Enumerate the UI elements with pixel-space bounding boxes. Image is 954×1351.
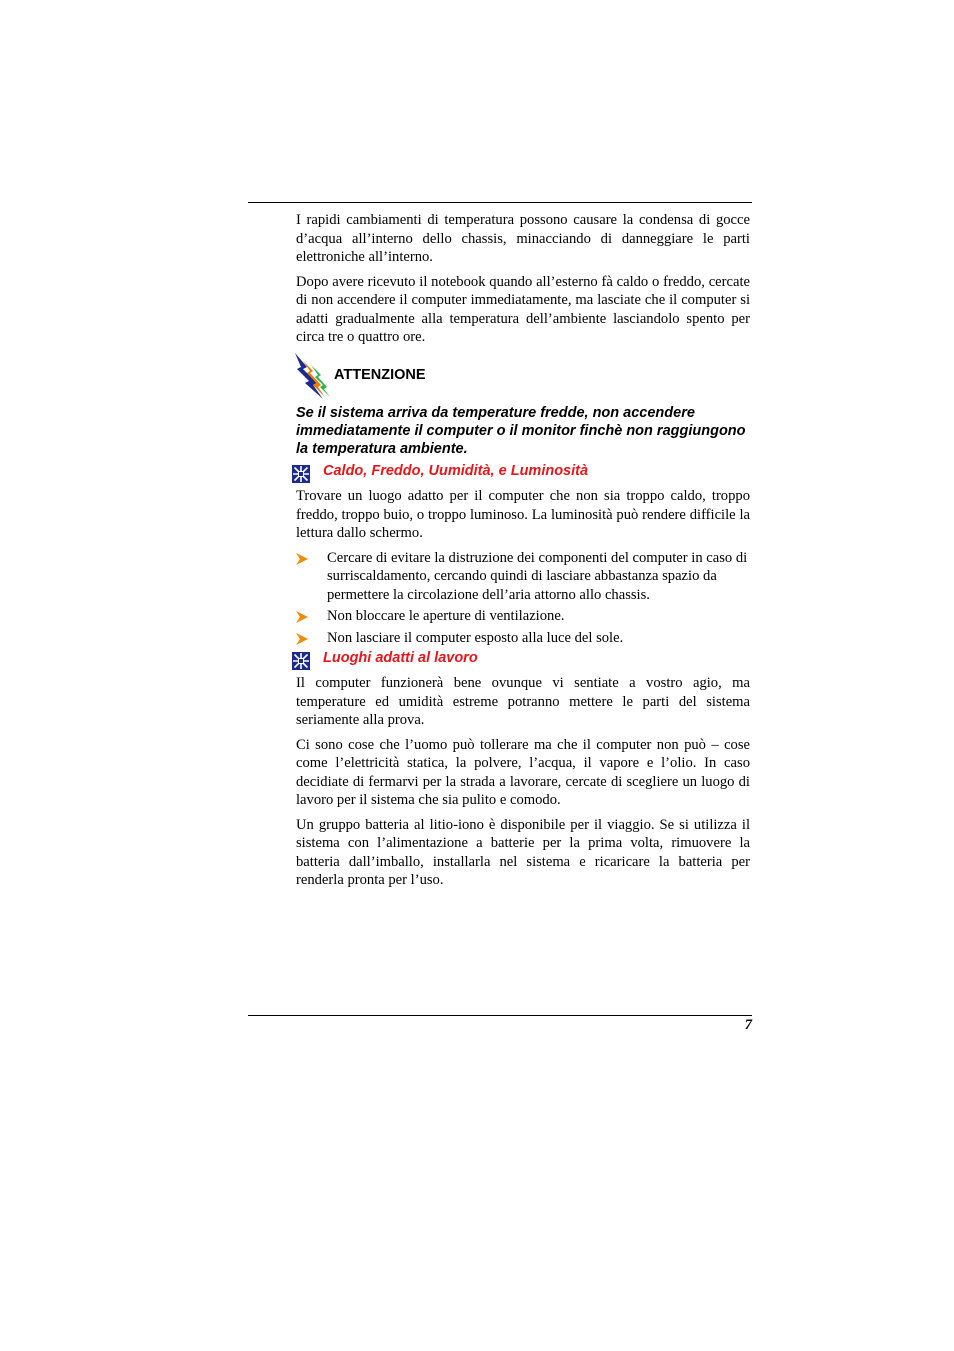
- bullet-text: Non bloccare le aperture di ventilazione.: [327, 608, 565, 625]
- section-star-icon: [292, 465, 310, 483]
- list-item: [296, 549, 750, 605]
- list-item: [296, 629, 750, 648]
- arrow-bullet-icon: [296, 633, 308, 645]
- bullet-text: Cercare di evitare la distruzione dei componenti del computer in caso di surriscaldamento, cercando quindi di lasciare abbastanza spazio da permettere la circolazione dell’aria attorno allo chassis.: [327, 549, 748, 603]
- bullet-list: [296, 549, 750, 648]
- workplace-paragraph-2: Ci sono cose che l’uomo può tollerare ma che il computer non può – cose come l’elettricità statica, la polvere, l’acqua, il vapore e l’olio. In caso decidiate di fermarvi per la strada a lavorare, cercate di scegliere un luogo di lavoro per il sistema che sia pulito e comodo.: [296, 736, 750, 809]
- lightning-warning-icon: [293, 353, 331, 401]
- arrow-bullet-icon: [296, 611, 308, 623]
- section-title-temperature: Caldo, Freddo, Uumidità, e Luminosità: [323, 463, 589, 480]
- section-heading-workplace: [296, 650, 750, 670]
- page-content: [296, 211, 750, 896]
- attention-text: Se il sistema arriva da temperature fredde, non accendere immediatamente il computer o il monitor finchè non raggiungono la temperatura ambiente.: [296, 404, 746, 457]
- page-number: 7: [744, 1017, 752, 1033]
- section-title-workplace: Luoghi adatti al lavoro: [323, 650, 478, 667]
- section-heading-temperature: [296, 463, 750, 483]
- bullet-text: Non lasciare il computer esposto alla luce del sole.: [327, 629, 624, 646]
- workplace-paragraph-1: Il computer funzionerà bene ovunque vi sentiate a vostro agio, ma temperature ed umidità estreme potranno mettere le parti del sistema seriamente alla prova.: [296, 675, 750, 729]
- section-temperature-body: Trovare un luogo adatto per il computer che non sia troppo caldo, troppo freddo, troppo buio, o troppo luminoso. La luminosità può rendere difficile la lettura dallo schermo.: [296, 488, 750, 542]
- attention-label: ATTENZIONE: [334, 366, 426, 383]
- footer-rule: [248, 1015, 752, 1016]
- attention-box: [296, 353, 750, 401]
- workplace-paragraph-3: Un gruppo batteria al litio-iono è disponibile per il viaggio. Se si utilizza il sistema con l’alimentazione a batterie per la prima volta, rimuovere la batteria dall’imballo, installarla nel sistema e ricaricare la batteria per renderla pronta per l’uso.: [296, 816, 750, 889]
- list-item: [296, 607, 750, 626]
- header-rule: [248, 202, 752, 203]
- intro-paragraph-2: Dopo avere ricevuto il notebook quando all’esterno fà caldo o freddo, cercate di non accendere il computer immediatamente, ma lasciate che il computer si adatti gradualmente alla temperatura dell’ambiente lasciandolo spento per circa tre o quattro ore.: [296, 273, 750, 345]
- intro-paragraph-1: I rapidi cambiamenti di temperatura possono causare la condensa di gocce d’acqua all’interno dello chassis, minacciando di danneggiare le parti elettroniche all’interno.: [296, 212, 750, 265]
- arrow-bullet-icon: [296, 553, 308, 565]
- section-star-icon: [292, 652, 310, 670]
